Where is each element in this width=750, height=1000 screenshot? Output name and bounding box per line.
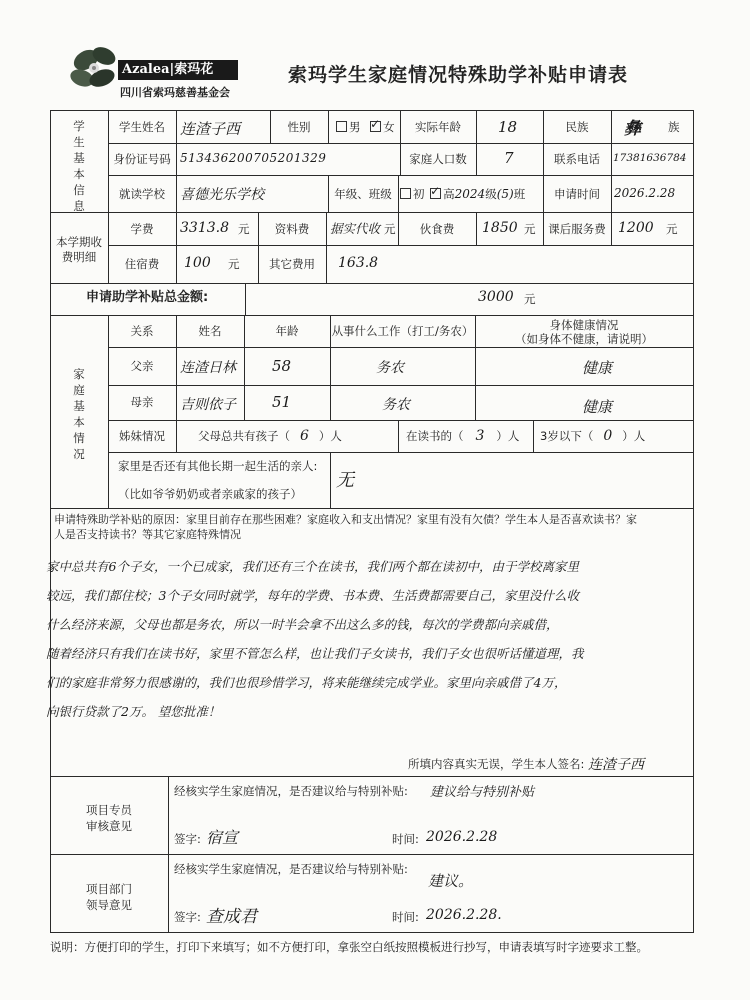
essay-line: 什么经济来源，父母也都是务农，所以一时半会拿不出这么多的钱，每次的学费都向亲戚借，	[46, 617, 559, 632]
review2-time-label: 时间:	[392, 910, 419, 924]
total-amount-unit: 元	[524, 292, 536, 306]
siblings-study-suffix: ）人	[496, 429, 520, 443]
other-fee-value[interactable]: 163.8	[338, 255, 379, 271]
student-name-value[interactable]: 连渣子西	[180, 120, 241, 138]
grade-junior-checkbox[interactable]	[400, 188, 411, 199]
review2-prompt: 经核实学生家庭情况，是否建议给与特别补贴:	[174, 862, 408, 876]
col-name: 姓名	[198, 324, 222, 338]
siblings-total-label: 父母总共有孩子（	[198, 429, 290, 443]
student-name-label: 学生姓名	[119, 120, 165, 134]
age-value[interactable]: 18	[498, 118, 518, 136]
essay-line: 向银行贷款了2万。 望您批准！	[46, 704, 221, 719]
essay-line: 们的家庭非常努力很感谢的，我们也很珍惜学习，将来能继续完成学业。家里向亲戚借了4万，	[46, 675, 567, 690]
grade-options[interactable]	[400, 187, 525, 201]
gender-options[interactable]	[336, 120, 395, 134]
logo-brand-text: Azalea|索玛花	[118, 60, 238, 80]
gender-label: 性别	[287, 120, 311, 134]
col-work: 从事什么工作（打工/务农）	[331, 324, 474, 338]
review2-label-line2: 领导意见	[86, 898, 132, 912]
siblings-under3[interactable]	[540, 429, 645, 443]
lodging-value[interactable]: 100	[184, 255, 211, 271]
relatives-value[interactable]: 无	[336, 470, 354, 491]
siblings-total-value[interactable]: 6	[300, 428, 309, 444]
grade-senior-checkbox[interactable]	[430, 188, 441, 199]
siblings-total[interactable]	[198, 429, 342, 443]
reason-essay[interactable]	[46, 552, 694, 726]
school-label: 就读学校	[119, 187, 165, 201]
siblings-under3-label: 3岁以下（	[540, 429, 594, 443]
father-label: 父亲	[130, 359, 154, 373]
gender-female-label: 女	[383, 120, 395, 134]
grade-label: 年级、班级	[334, 187, 392, 201]
review1-opinion[interactable]: 建议给与特别补贴	[430, 785, 535, 800]
father-health[interactable]: 健康	[582, 359, 613, 377]
siblings-under3-value[interactable]: 0	[603, 428, 613, 444]
apply-time-value[interactable]: 2026.2.28	[614, 186, 676, 200]
grade-class-suffix: 班	[513, 187, 526, 201]
after-service-label: 课后服务费	[548, 222, 606, 236]
phone-label: 联系电话	[554, 152, 600, 166]
after-service-unit: 元	[666, 222, 678, 236]
ethnic-label: 民族	[565, 120, 589, 134]
ethnic-suffix: 族	[668, 120, 680, 134]
review1-label-line2: 审核意见	[86, 819, 132, 833]
father-name[interactable]: 连渣日林	[180, 360, 236, 376]
essay-line: 家中总共有6个子女，一个已成家，我们还有三个在读书，我们两个都在读初中，由于学校离家里	[46, 559, 579, 574]
student-sign-label: 所填内容真实无误，学生本人签名:	[408, 757, 585, 771]
household-value[interactable]: 7	[504, 149, 514, 167]
grade-class-value[interactable]: (5)	[496, 187, 514, 201]
footer-note: 说明：方便打印的学生，打印下来填写；如不方便打印，拿张空白纸按照模板进行抄写，申请表填写时字迹要求工整。	[50, 940, 648, 954]
grade-mid-label: 级	[485, 187, 497, 201]
review2-sign-label: 签字:	[174, 910, 201, 924]
total-amount-label: 申请助学补贴总金额:	[86, 290, 209, 305]
reason-prompt-line2: 人是否支持读书？等其它家庭特殊情况	[54, 528, 241, 541]
grade-junior-label: 初	[413, 187, 425, 201]
essay-line: 较远，我们都住校；3个子女同时就学，每年的学费、书本费、生活费都需要自己，家里没什么收	[46, 588, 579, 603]
siblings-study[interactable]	[406, 429, 519, 443]
review2-label-line1: 项目部门	[86, 882, 132, 896]
school-value[interactable]: 喜德光乐学校	[180, 187, 264, 203]
phone-value[interactable]: 17381636784	[613, 152, 687, 164]
siblings-total-suffix: ）人	[318, 429, 342, 443]
review1-sign-label: 签字:	[174, 832, 201, 846]
review1-sign-value[interactable]: 宿宣	[206, 828, 239, 847]
review1-prompt: 经核实学生家庭情况，是否建议给与特别补贴:	[174, 784, 408, 798]
mother-label: 母亲	[130, 395, 154, 409]
review2-opinion[interactable]: 建议。	[428, 872, 474, 890]
siblings-study-value[interactable]: 3	[475, 428, 485, 444]
other-fee-label: 其它费用	[269, 257, 315, 271]
apply-time-label: 申请时间	[554, 187, 600, 201]
total-amount-value[interactable]: 3000	[478, 289, 514, 305]
col-health-line2: （如身体不健康，请说明）	[515, 332, 653, 346]
page-title: 索玛学生家庭情况特殊助学补贴申请表	[288, 64, 629, 86]
col-relation: 关系	[130, 324, 154, 338]
col-health-line1: 身体健康情况	[549, 318, 619, 332]
id-value[interactable]: 513436200705201329	[180, 151, 327, 165]
gender-male-checkbox[interactable]	[336, 121, 347, 132]
student-sign-value[interactable]: 连渣子西	[588, 757, 644, 773]
grade-senior-label: 高	[443, 187, 455, 201]
col-age: 年龄	[275, 324, 299, 338]
essay-line: 随着经济只有我们在读书好，家里不管怎么样，也让我们子女读书，我们子女也很听话懂道理，我	[46, 646, 584, 661]
azalea-flower-icon	[68, 38, 124, 98]
relatives-question-1: 家里是否还有其他长期一起生活的亲人:	[118, 459, 318, 473]
review1-label-line1: 项目专员	[86, 803, 132, 817]
foundation-logo	[62, 38, 242, 102]
age-label: 实际年龄	[415, 120, 461, 134]
mother-work[interactable]: 务农	[382, 397, 410, 413]
ethnic-value[interactable]: 彝	[624, 119, 641, 139]
review2-time-value[interactable]: 2026.2.28.	[426, 907, 502, 923]
siblings-label: 姊妹情况	[119, 429, 165, 443]
after-service-value[interactable]: 1200	[618, 220, 654, 236]
food-value[interactable]: 1850	[482, 220, 518, 236]
gender-male-label: 男	[349, 120, 361, 134]
father-work[interactable]: 务农	[376, 360, 404, 376]
id-label: 身份证号码	[113, 152, 171, 166]
material-label: 资料费	[274, 222, 310, 236]
siblings-under3-suffix: ）人	[622, 429, 646, 443]
tuition-value[interactable]: 3313.8	[180, 220, 229, 236]
lodging-label: 住宿费	[124, 257, 160, 271]
grade-year-value[interactable]: 2024	[454, 187, 486, 201]
mother-name[interactable]: 吉则依子	[180, 397, 236, 413]
father-age[interactable]: 58	[272, 357, 292, 375]
mother-age[interactable]: 51	[272, 393, 292, 411]
review1-time-value[interactable]: 2026.2.28	[426, 829, 498, 845]
gender-female-checkbox[interactable]	[370, 121, 381, 132]
household-label: 家庭人口数	[409, 152, 467, 166]
student-section-label: 学生基本信息	[73, 119, 85, 213]
review2-sign-value[interactable]: 查成君	[206, 907, 257, 927]
mother-health[interactable]: 健康	[582, 398, 613, 416]
siblings-study-label: 在读书的（	[406, 429, 464, 443]
food-label: 伙食费	[419, 222, 455, 236]
material-value[interactable]: 据实代收	[330, 221, 381, 236]
relatives-question-2: （比如爷爷奶奶或者亲戚家的孩子）	[118, 487, 302, 501]
material-unit: 元	[384, 222, 396, 236]
tuition-label: 学费	[130, 222, 154, 236]
review1-time-label: 时间:	[392, 832, 419, 846]
tuition-unit: 元	[238, 222, 250, 236]
reason-prompt-line1: 申请特殊助学补贴的原因：家里目前存在那些困难？家庭收入和支出情况？家里有没有欠债？学生本人是否喜欢读书？家	[54, 513, 637, 526]
logo-org-name: 四川省索玛慈善基金会	[120, 86, 230, 99]
food-unit: 元	[524, 222, 536, 236]
fees-section-label: 本学期收费明细	[56, 235, 102, 264]
lodging-unit: 元	[228, 257, 240, 271]
family-section-label: 家庭基本情况	[73, 367, 85, 461]
